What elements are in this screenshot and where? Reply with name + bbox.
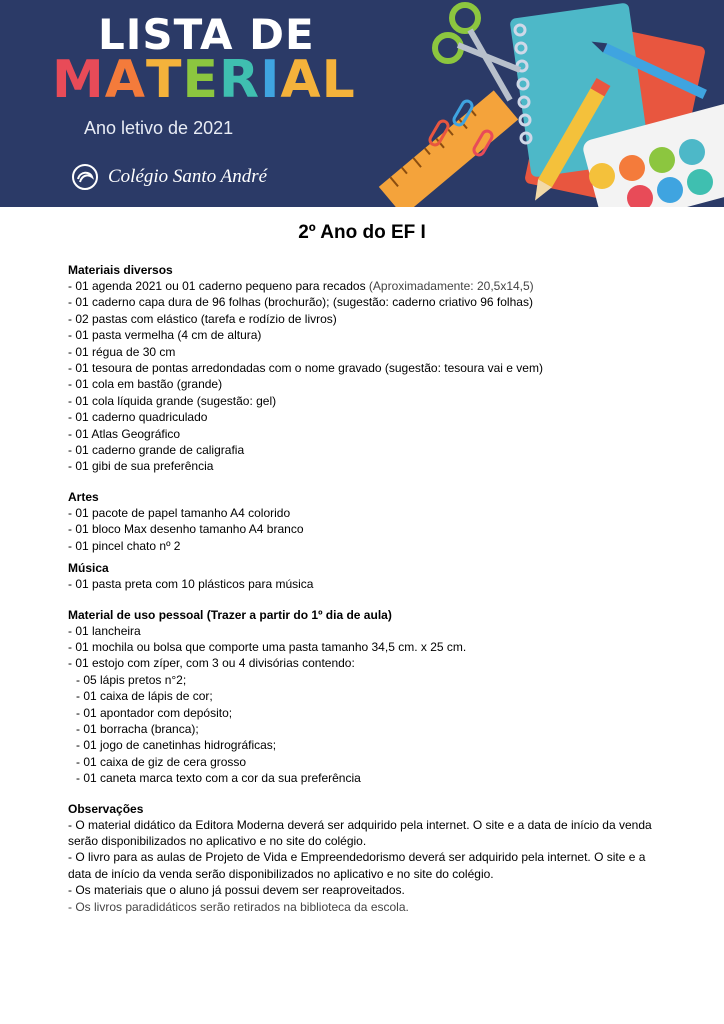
grade-title: 2º Ano do EF I (298, 222, 426, 243)
section-title-pessoal: Material de uso pessoal (Trazer a partir do 1º dia de aula) (68, 607, 392, 622)
sub-list-item: - 01 jogo de canetinhas hidrográficas; (76, 738, 277, 753)
ruler-icon (379, 90, 518, 207)
banner-title-letter: E (182, 50, 220, 110)
sub-list-item: - 05 lápis pretos n°2; (76, 672, 187, 687)
list-item-text: - 01 agenda 2021 ou 01 caderno pequeno para recados (68, 279, 369, 293)
school-emblem-icon (70, 162, 100, 192)
sub-list-item: - 01 apontador com depósito; (76, 705, 233, 720)
school-logo (70, 160, 267, 194)
list-item: - 01 estojo com zíper, com 3 ou 4 divisórias contendo: (68, 656, 355, 671)
list-item: - Os livros paradidáticos serão retirados na biblioteca da escola. (68, 899, 409, 914)
header-banner (0, 0, 724, 207)
section-title-diversos: Materiais diversos (68, 263, 173, 277)
banner-title-letter: A (280, 50, 322, 110)
banner-subtitle: Ano letivo de 2021 (84, 118, 234, 138)
list-item-note: (Aproximadamente: 20,5x14,5) (368, 279, 534, 293)
list-item: - 01 pasta preta com 10 plásticos para música (68, 577, 314, 592)
banner-title-letter: I (260, 50, 281, 110)
list-item: - 01 cola líquida grande (sugestão: gel) (68, 393, 277, 408)
banner-title-letter: L (321, 50, 356, 110)
list-item: - 01 pincel chato nº 2 (68, 538, 181, 553)
banner-title-letter: M (52, 50, 105, 110)
list-item: - 01 caderno capa dura de 96 folhas (brochurão); (sugestão: caderno criativo 96 folhas) (68, 295, 533, 310)
list-item: - 01 pasta vermelha (4 cm de altura) (68, 328, 262, 343)
banner-title-line1: LISTA DE (98, 10, 315, 59)
list-item: - 01 pacote de papel tamanho A4 colorido (68, 505, 291, 520)
list-item: - 01 Atlas Geográfico (68, 426, 181, 441)
school-name: Colégio Santo André (108, 166, 268, 187)
banner-title-letter: R (219, 50, 261, 110)
section-title-observacoes: Observações (68, 801, 144, 816)
sub-list-item: - 01 caneta marca texto com a cor da sua preferência (76, 771, 361, 786)
sub-list-item: - 01 borracha (branca); (76, 721, 199, 736)
list-item: - 01 bloco Max desenho tamanho A4 branco (68, 522, 304, 537)
section-title-artes: Artes (68, 489, 99, 504)
list-item: - 01 mochila ou bolsa que comporte uma pasta tamanho 34,5 cm. x 25 cm. (68, 639, 467, 654)
scissors-icon (435, 5, 520, 100)
section-title-musica: Música (68, 561, 109, 576)
list-item: - 01 régua de 30 cm (68, 344, 176, 359)
banner-title-letter: T (146, 50, 183, 110)
list-item: - 01 tesoura de pontas arredondadas com o nome gravado (sugestão: tesoura vai e vem) (68, 361, 543, 376)
list-item: - 01 caderno grande de caligrafia (68, 443, 245, 458)
list-item: - O livro para as aulas de Projeto de Vida e Empreendedorismo deverá ser adquirido pela internet. O site e a data de início da venda serão disponibilizados no aplicativo e no site do colégio. (68, 850, 646, 881)
material-list (68, 222, 668, 915)
sub-list-item: - 01 caixa de lápis de cor; (76, 689, 213, 704)
list-item: - O material didático da Editora Moderna deverá ser adquirido pela internet. O site e a data de início da venda serão disponibilizados no aplicativo e no site do colégio. (68, 817, 652, 848)
list-item: - 02 pastas com elástico (tarefa e rodízio de livros) (68, 311, 337, 326)
list-item: - 01 cola em bastão (grande) (68, 377, 223, 392)
list-item (68, 278, 668, 294)
list-item: - 01 lancheira (68, 623, 141, 638)
list-item: - 01 caderno quadriculado (68, 410, 208, 425)
school-supplies-illustration (370, 0, 724, 207)
sub-list-item: - 01 caixa de giz de cera grosso (76, 754, 247, 769)
banner-title-line2 (52, 50, 356, 110)
list-item: - Os materiais que o aluno já possui devem ser reaproveitados. (68, 883, 405, 898)
list-item: - 01 gibi de sua preferência (68, 459, 214, 474)
banner-title-letter: A (104, 50, 146, 110)
